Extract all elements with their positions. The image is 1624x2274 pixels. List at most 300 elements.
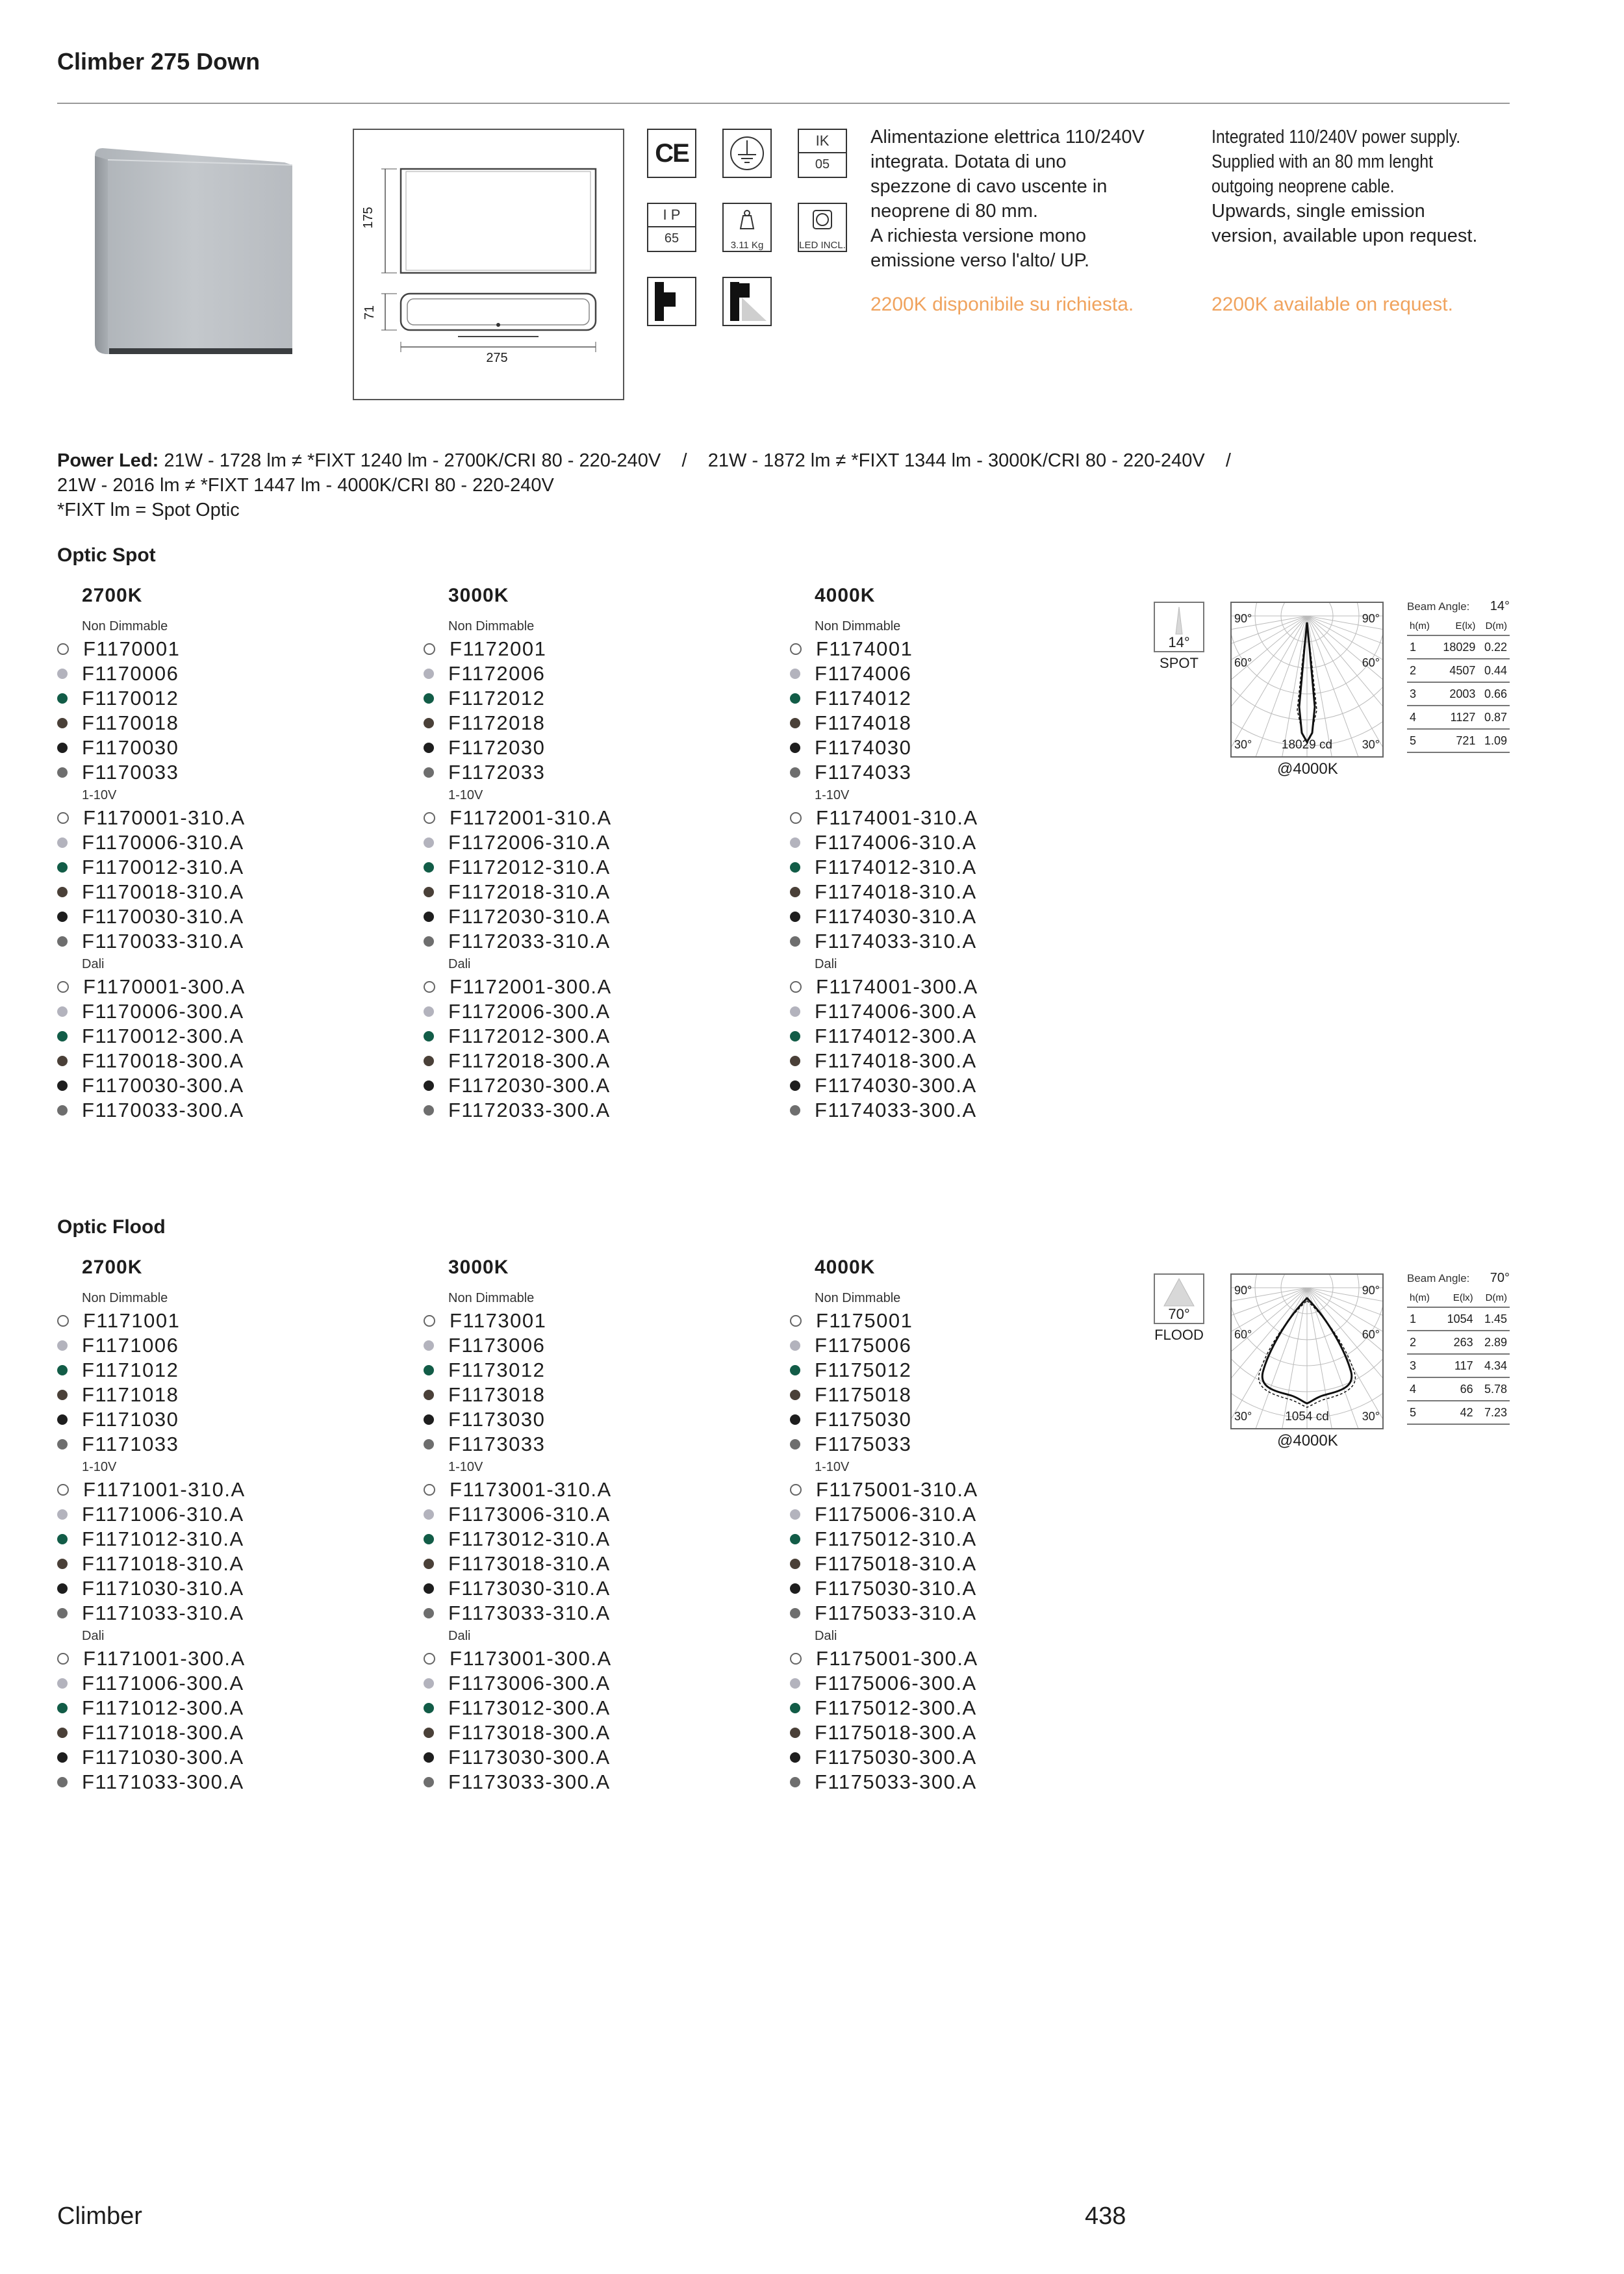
finish-color-dot [57,912,68,922]
finish-color-dot [57,1080,68,1091]
product-code-row [57,1333,421,1358]
finish-color-dot [790,1777,800,1787]
control-group-label: Dali [815,957,837,971]
product-code-row [57,1309,421,1333]
product-code: F1172012 [448,687,546,709]
product-code: F1175012-300.A [815,1696,977,1719]
product-code: F1174030-300.A [815,1074,977,1097]
color-temp-heading: 4000K [815,585,876,606]
control-group-label: 1-10V [82,1460,117,1474]
code-column-3000k [424,1257,787,1795]
product-code-row [57,1477,421,1502]
beam-table-cell: 42 [1438,1401,1475,1424]
finish-color-dot [424,1365,434,1375]
ce-icon: CE [647,129,696,178]
finish-color-dot [57,1031,68,1041]
header-divider [57,103,1510,104]
product-code-row [790,1073,1154,1098]
flood-grid-30-right: 30° [1362,1410,1380,1423]
spot-grid-90-left: 90° [1234,612,1252,625]
beam-table-cell: 721 [1436,729,1478,752]
product-code: F1172030-300.A [448,1074,611,1097]
product-code: F1170018 [82,711,179,734]
finish-color-dot [790,1484,802,1496]
product-code-row [424,760,787,785]
finish-color-dot [57,981,69,993]
product-code-row [790,855,1154,880]
product-code: F1170030 [82,736,179,759]
beam-table-cell: 2 [1407,1331,1438,1354]
product-code: F1175033-300.A [815,1770,977,1793]
product-code: F1170018-300.A [82,1049,244,1072]
product-code: F1175012 [815,1359,912,1381]
spot-peak-cd: 18029 cd [1281,738,1333,752]
finish-color-dot [790,1414,800,1425]
product-code: F1173018-310.A [448,1552,611,1575]
beam-table-cell: 5 [1407,1401,1438,1424]
product-code: F1175001 [816,1309,913,1332]
spot-polar-diagram [1230,602,1384,758]
product-code-row [57,637,421,661]
product-code: F1172006-310.A [448,831,611,854]
finish-color-dot [424,1484,435,1496]
beam-table-cell: 1 [1407,635,1436,659]
finish-color-dot [57,1439,68,1450]
product-code: F1171033-300.A [82,1770,244,1793]
product-code: F1170001-300.A [83,975,246,998]
finish-color-dot [57,1608,68,1618]
product-code-row [57,1407,421,1432]
control-group-label: Non Dimmable [82,1291,168,1305]
product-code-row [424,1671,787,1696]
product-code-row [57,735,421,760]
finish-color-dot [57,936,68,947]
finish-color-dot [790,718,800,728]
product-code-row [424,1073,787,1098]
finish-color-dot [57,862,68,873]
beam-table-cell: 2003 [1436,682,1478,706]
finish-color-dot [424,1678,434,1689]
product-code-row [424,1383,787,1407]
beam-table-cell: 0.44 [1478,659,1510,682]
product-code-row [790,929,1154,954]
finish-color-dot [790,767,800,778]
product-code-row [424,830,787,855]
product-code-row [57,855,421,880]
finish-color-dot [790,912,800,922]
beam-table-cell: 263 [1438,1331,1475,1354]
spot-table [1407,617,1510,753]
product-code-row [424,735,787,760]
finish-color-dot [424,1608,434,1618]
power-line-3: *FIXT lm = Spot Optic [57,500,240,520]
flood-grid-60-right: 60° [1362,1328,1380,1341]
finish-color-dot [790,643,802,655]
control-group-label: 1-10V [815,788,850,802]
product-code: F1175030-310.A [815,1577,977,1600]
product-code: F1171012-310.A [82,1527,244,1550]
finish-color-dot [790,1080,800,1091]
finish-color-dot [424,1439,434,1450]
finish-color-dot [790,1653,802,1665]
beam-table-header-cell: D(m) [1478,617,1510,635]
beam-table-header-cell: h(m) [1407,617,1436,635]
product-code: F1173033-310.A [448,1602,611,1624]
flood-table [1407,1288,1510,1425]
product-code: F1175006 [815,1334,912,1357]
product-code-row [424,929,787,954]
product-code-row [790,1527,1154,1552]
finish-color-dot [57,718,68,728]
beam-table-cell: 0.66 [1478,682,1510,706]
beam-table-cell: 3 [1407,1354,1438,1377]
finish-color-dot [790,1105,800,1116]
finish-color-dot [57,693,68,704]
spot-grid-90-right: 90° [1362,612,1380,625]
code-column-2700k [57,585,421,1123]
control-group-label: Non Dimmable [448,1291,535,1305]
flood-polar-diagram [1230,1273,1384,1429]
wall-mount-icon [647,277,696,326]
description-italian: Alimentazione elettrica 110/240V integrata. Dotata di uno spezzone di cavo uscente in neoprene di 80 mm. A richiesta versione mono emissione verso l'alto/ UP. [870,127,1145,271]
finish-color-dot [424,1752,434,1763]
finish-color-dot [57,1340,68,1351]
product-code-row [57,830,421,855]
finish-color-dot [790,1006,800,1017]
beam-table-row [1407,1401,1510,1424]
finish-color-dot [424,837,434,848]
product-code: F1171033-310.A [82,1602,244,1624]
product-code-row [790,830,1154,855]
finish-color-dot [424,887,434,897]
finish-color-dot [424,1390,434,1400]
spot-grid-60-left: 60° [1234,656,1252,669]
control-group-label: Non Dimmable [82,619,168,633]
product-code-row [424,880,787,904]
product-code-row [790,1696,1154,1720]
finish-color-dot [57,1414,68,1425]
product-code-row [424,1601,787,1626]
beam-table-cell: 1.45 [1476,1307,1510,1331]
product-code: F1170033-310.A [82,930,244,952]
beam-table-cell: 1.09 [1478,729,1510,752]
product-code-row [57,661,421,686]
beam-table-header-cell: D(m) [1476,1288,1510,1307]
footer-family: Climber [57,2203,142,2230]
product-code-row [790,975,1154,999]
product-code-row [57,1745,421,1770]
beam-table-header [1407,617,1510,635]
product-code: F1172030-310.A [448,905,611,928]
finish-color-dot [57,812,69,824]
product-code: F1170006-300.A [82,1000,244,1023]
beam-table-cell: 117 [1438,1354,1475,1377]
finish-color-dot [57,1105,68,1116]
power-led-specs [57,448,1486,522]
beam-table-row [1407,1377,1510,1401]
product-code-row [790,1671,1154,1696]
finish-color-dot [57,743,68,753]
product-code: F1173001-300.A [450,1647,612,1670]
product-code: F1173018 [448,1383,546,1406]
product-code: F1171001-300.A [83,1647,246,1670]
product-code-row [424,855,787,880]
finish-color-dot [424,1703,434,1713]
finish-color-dot [790,1340,800,1351]
finish-color-dot [424,1031,434,1041]
beam-table-cell: 4 [1407,706,1436,729]
finish-color-dot [424,1340,434,1351]
product-code-row [57,1098,421,1123]
product-code: F1174006 [815,662,912,685]
color-temp-heading: 3000K [448,1257,509,1278]
product-code-row [424,1432,787,1457]
product-code: F1171006-310.A [82,1503,244,1526]
finish-color-dot [790,1056,800,1066]
finish-color-dot [790,1583,800,1594]
product-code-row [57,686,421,711]
product-code: F1171018-310.A [82,1552,244,1575]
product-code-row [790,904,1154,929]
product-code-row [424,1333,787,1358]
product-code: F1175001-300.A [816,1647,978,1670]
product-code: F1174001-310.A [816,806,978,829]
beam-table-header-cell: E(lx) [1438,1288,1475,1307]
finish-color-dot [424,718,434,728]
note-2200k-italian: 2200K disponibile su richiesta. [870,294,1134,315]
finish-color-dot [790,981,802,993]
spot-grid-30-left: 30° [1234,738,1252,751]
product-code-row [57,1502,421,1527]
technical-drawing [353,129,624,400]
product-code-row [424,1098,787,1123]
product-code: F1170001 [83,637,181,660]
product-code-row [424,686,787,711]
product-code: F1171006-300.A [82,1672,244,1694]
product-code: F1171001 [83,1309,181,1332]
finish-color-dot [57,1056,68,1066]
product-code: F1173001-310.A [450,1478,612,1501]
beam-table-cell: 4507 [1436,659,1478,682]
control-group-label: Non Dimmable [448,619,535,633]
product-code: F1173030-300.A [448,1746,611,1769]
finish-color-dot [790,693,800,704]
finish-color-dot [790,1608,800,1618]
product-code: F1171006 [82,1334,179,1357]
beam-table-row [1407,659,1510,682]
product-code-row [790,1770,1154,1795]
product-code: F1173006-300.A [448,1672,611,1694]
section-title-flood: Optic Flood [57,1216,166,1238]
color-temp-heading: 4000K [815,1257,876,1278]
finish-color-dot [57,1728,68,1738]
finish-color-dot [790,1390,800,1400]
spot-beam-table: Beam Angle: 14° h(m) E(lx) D(m) 1 18029 0.22 2 4507 0.44 3 2003 0.66 4 1127 0.87 5 721 1.09 [1407,599,1510,753]
product-code-row [424,806,787,830]
finish-color-dot [790,837,800,848]
flood-grid-90-left: 90° [1234,1284,1252,1297]
control-group-label: Non Dimmable [815,1291,901,1305]
product-code: F1174001-300.A [816,975,978,998]
product-code: F1171030-300.A [82,1746,244,1769]
finish-color-dot [424,981,435,993]
flood-angle-label: 70° [1168,1306,1190,1322]
finish-color-dot [424,1414,434,1425]
product-code: F1171030 [82,1408,179,1431]
beam-table-row [1407,706,1510,729]
product-code-row [790,1333,1154,1358]
product-code-row [424,1646,787,1671]
beam-table-cell: 4 [1407,1377,1438,1401]
product-code: F1171033 [82,1433,179,1455]
product-code: F1170030-300.A [82,1074,244,1097]
page-title: Climber 275 Down [57,48,260,75]
product-code: F1172033 [448,761,546,784]
flood-type-label: FLOOD [1154,1327,1204,1343]
product-code-row [57,1024,421,1049]
beam-table-cell: 1054 [1438,1307,1475,1331]
product-code: F1172018-300.A [448,1049,611,1072]
finish-color-dot [57,1703,68,1713]
product-code: F1175018-300.A [815,1721,977,1744]
control-group-label: 1-10V [448,1460,483,1474]
product-code-row [57,1432,421,1457]
beam-table-cell: 7.23 [1476,1401,1510,1424]
product-code: F1174033 [815,761,912,784]
beam-table-row [1407,682,1510,706]
product-code-row [790,760,1154,785]
product-photo [90,136,298,367]
product-code-row [424,711,787,735]
product-code-row [424,975,787,999]
product-code-row [790,1745,1154,1770]
product-code-row [790,806,1154,830]
product-code: F1174018-310.A [815,880,977,903]
led-included-icon: LED INCL. [798,203,847,252]
product-code: F1174030 [815,736,912,759]
beam-table-row [1407,729,1510,752]
product-code: F1170018-310.A [82,880,244,903]
spot-grid-60-right: 60° [1362,656,1380,669]
finish-color-dot [424,1056,434,1066]
product-code: F1173012-300.A [448,1696,611,1719]
product-code-row [790,637,1154,661]
finish-color-dot [790,887,800,897]
product-code: F1172001-310.A [450,806,612,829]
product-code: F1172033-300.A [448,1099,611,1121]
product-code: F1172033-310.A [448,930,611,952]
product-code-row [790,1502,1154,1527]
finish-color-dot [790,1728,800,1738]
product-code-row [790,711,1154,735]
product-code: F1174012-300.A [815,1025,977,1047]
spot-angle-label: 14° [1168,634,1190,650]
finish-color-dot [790,1509,800,1520]
finish-color-dot [424,1559,434,1569]
product-code: F1173018-300.A [448,1721,611,1744]
down-emission-icon [722,277,772,326]
product-code: F1170033 [82,761,179,784]
finish-color-dot [790,1365,800,1375]
product-code: F1175030 [815,1408,912,1431]
product-code: F1172030 [448,736,546,759]
product-code-row [57,1770,421,1795]
control-group-label: 1-10V [82,788,117,802]
product-code-row [790,880,1154,904]
product-code: F1175001-310.A [816,1478,978,1501]
product-code: F1175033 [815,1433,912,1455]
product-code-row [57,1073,421,1098]
finish-color-dot [790,812,802,824]
flood-grid-90-right: 90° [1362,1284,1380,1297]
product-code-row [424,1407,787,1432]
product-code-row [790,735,1154,760]
flood-ref-temp: @4000K [1277,1432,1338,1450]
product-code-row [57,711,421,735]
note-2200k-english: 2200K available on request. [1212,294,1453,315]
beam-table-cell: 2.89 [1476,1331,1510,1354]
product-code-row [424,1502,787,1527]
finish-color-dot [790,743,800,753]
control-group-label: Dali [82,1629,105,1643]
product-code-row [57,904,421,929]
product-code: F1173001 [450,1309,547,1332]
finish-color-dot [790,1559,800,1569]
finish-color-dot [57,669,68,679]
power-label: Power Led: [57,450,159,471]
product-code: F1173012 [448,1359,546,1381]
product-code: F1170012-310.A [82,856,244,878]
product-code-row [424,1770,787,1795]
code-column-4000k [790,585,1154,1123]
product-code: F1170012 [82,687,179,709]
product-code: F1172012-310.A [448,856,611,878]
dim-depth: 71 [362,305,377,320]
finish-color-dot [424,1006,434,1017]
product-code-row [57,760,421,785]
product-code-row [424,1745,787,1770]
product-code-row [790,1576,1154,1601]
finish-color-dot [424,1653,435,1665]
earth-ground-icon [722,129,772,178]
product-code-row [424,1309,787,1333]
product-code: F1171012 [82,1359,179,1381]
finish-color-dot [424,1509,434,1520]
code-column-2700k [57,1257,421,1795]
product-code: F1173030 [448,1408,546,1431]
product-code-row [790,1098,1154,1123]
finish-color-dot [424,767,434,778]
finish-color-dot [57,1390,68,1400]
product-code: F1171012-300.A [82,1696,244,1719]
beam-table-cell: 3 [1407,682,1436,706]
product-code: F1175018-310.A [815,1552,977,1575]
product-code: F1171018-300.A [82,1721,244,1744]
product-code: F1170006 [82,662,179,685]
finish-color-dot [424,1080,434,1091]
finish-color-dot [424,1777,434,1787]
product-code-row [790,1432,1154,1457]
product-code-row [790,1407,1154,1432]
product-code-row [57,1527,421,1552]
finish-color-dot [57,1653,69,1665]
product-code-row [57,1696,421,1720]
control-group-label: Dali [448,957,471,971]
product-code: F1175018 [815,1383,912,1406]
weight-icon: 3.11 Kg [722,203,772,252]
beam-table-header-cell: h(m) [1407,1288,1438,1307]
finish-color-dot [424,1728,434,1738]
